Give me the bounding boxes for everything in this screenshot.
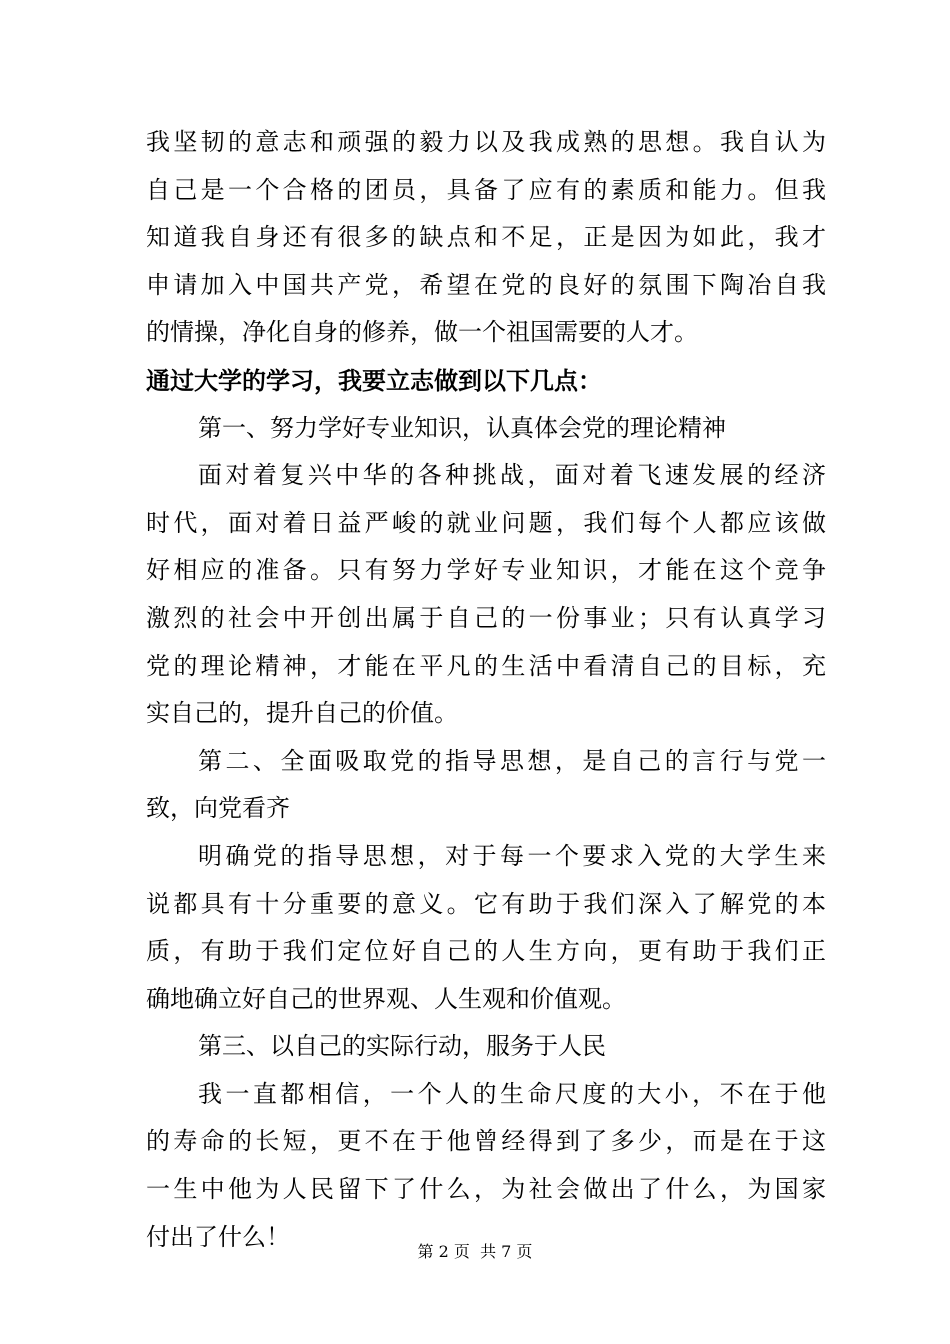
text-line: 质，有助于我们定位好自己的人生方向，更有助于我们正 [146, 937, 826, 966]
section-heading: 通过大学的学习，我要立志做到以下几点： [146, 365, 602, 395]
text-line: 面对着复兴中华的各种挑战，面对着飞速发展的经济 [198, 461, 826, 490]
text-line: 党的理论精神，才能在平凡的生活中看清自己的目标，充 [146, 651, 826, 680]
text-line: 付出了什么！ [146, 1222, 290, 1251]
text-line: 申请加入中国共产党，希望在党的良好的氛围下陶冶自我 [146, 270, 826, 299]
text-line: 明确党的指导思想，对于每一个要求入党的大学生来 [198, 841, 826, 870]
point-heading-1: 第一、努力学好专业知识，认真体会党的理论精神 [198, 413, 726, 442]
page-number-footer: 第 2 页 共 7 页 [417, 1242, 533, 1261]
text-line: 自己是一个合格的团员，具备了应有的素质和能力。但我 [146, 175, 826, 204]
text-line: 的情操，净化自身的修养，做一个祖国需要的人才。 [146, 318, 698, 347]
point-heading-2: 第二、全面吸取党的指导思想，是自己的言行与党一 [198, 746, 826, 775]
text-line: 我一直都相信，一个人的生命尺度的大小，不在于他 [198, 1079, 826, 1108]
text-line: 好相应的准备。只有努力学好专业知识，才能在这个竞争 [146, 556, 826, 585]
text-line: 实自己的，提升自己的价值。 [146, 699, 458, 728]
text-line: 激烈的社会中开创出属于自己的一份事业；只有认真学习 [146, 603, 826, 632]
text-line: 知道我自身还有很多的缺点和不足，正是因为如此，我才 [146, 223, 826, 252]
point-heading-2-cont: 致，向党看齐 [146, 794, 290, 823]
text-line: 一生中他为人民留下了什么，为社会做出了什么，为国家 [146, 1175, 826, 1204]
point-heading-3: 第三、以自己的实际行动，服务于人民 [198, 1032, 606, 1061]
text-line: 我坚韧的意志和顽强的毅力以及我成熟的思想。我自认为 [146, 128, 826, 156]
text-line: 说都具有十分重要的意义。它有助于我们深入了解党的本 [146, 889, 826, 918]
text-line: 的寿命的长短，更不在于他曾经得到了多少，而是在于这 [146, 1127, 826, 1156]
document-body [146, 119, 826, 1261]
text-line: 确地确立好自己的世界观、人生观和价值观。 [146, 984, 626, 1013]
text-line: 时代，面对着日益严峻的就业问题，我们每个人都应该做 [146, 508, 826, 537]
